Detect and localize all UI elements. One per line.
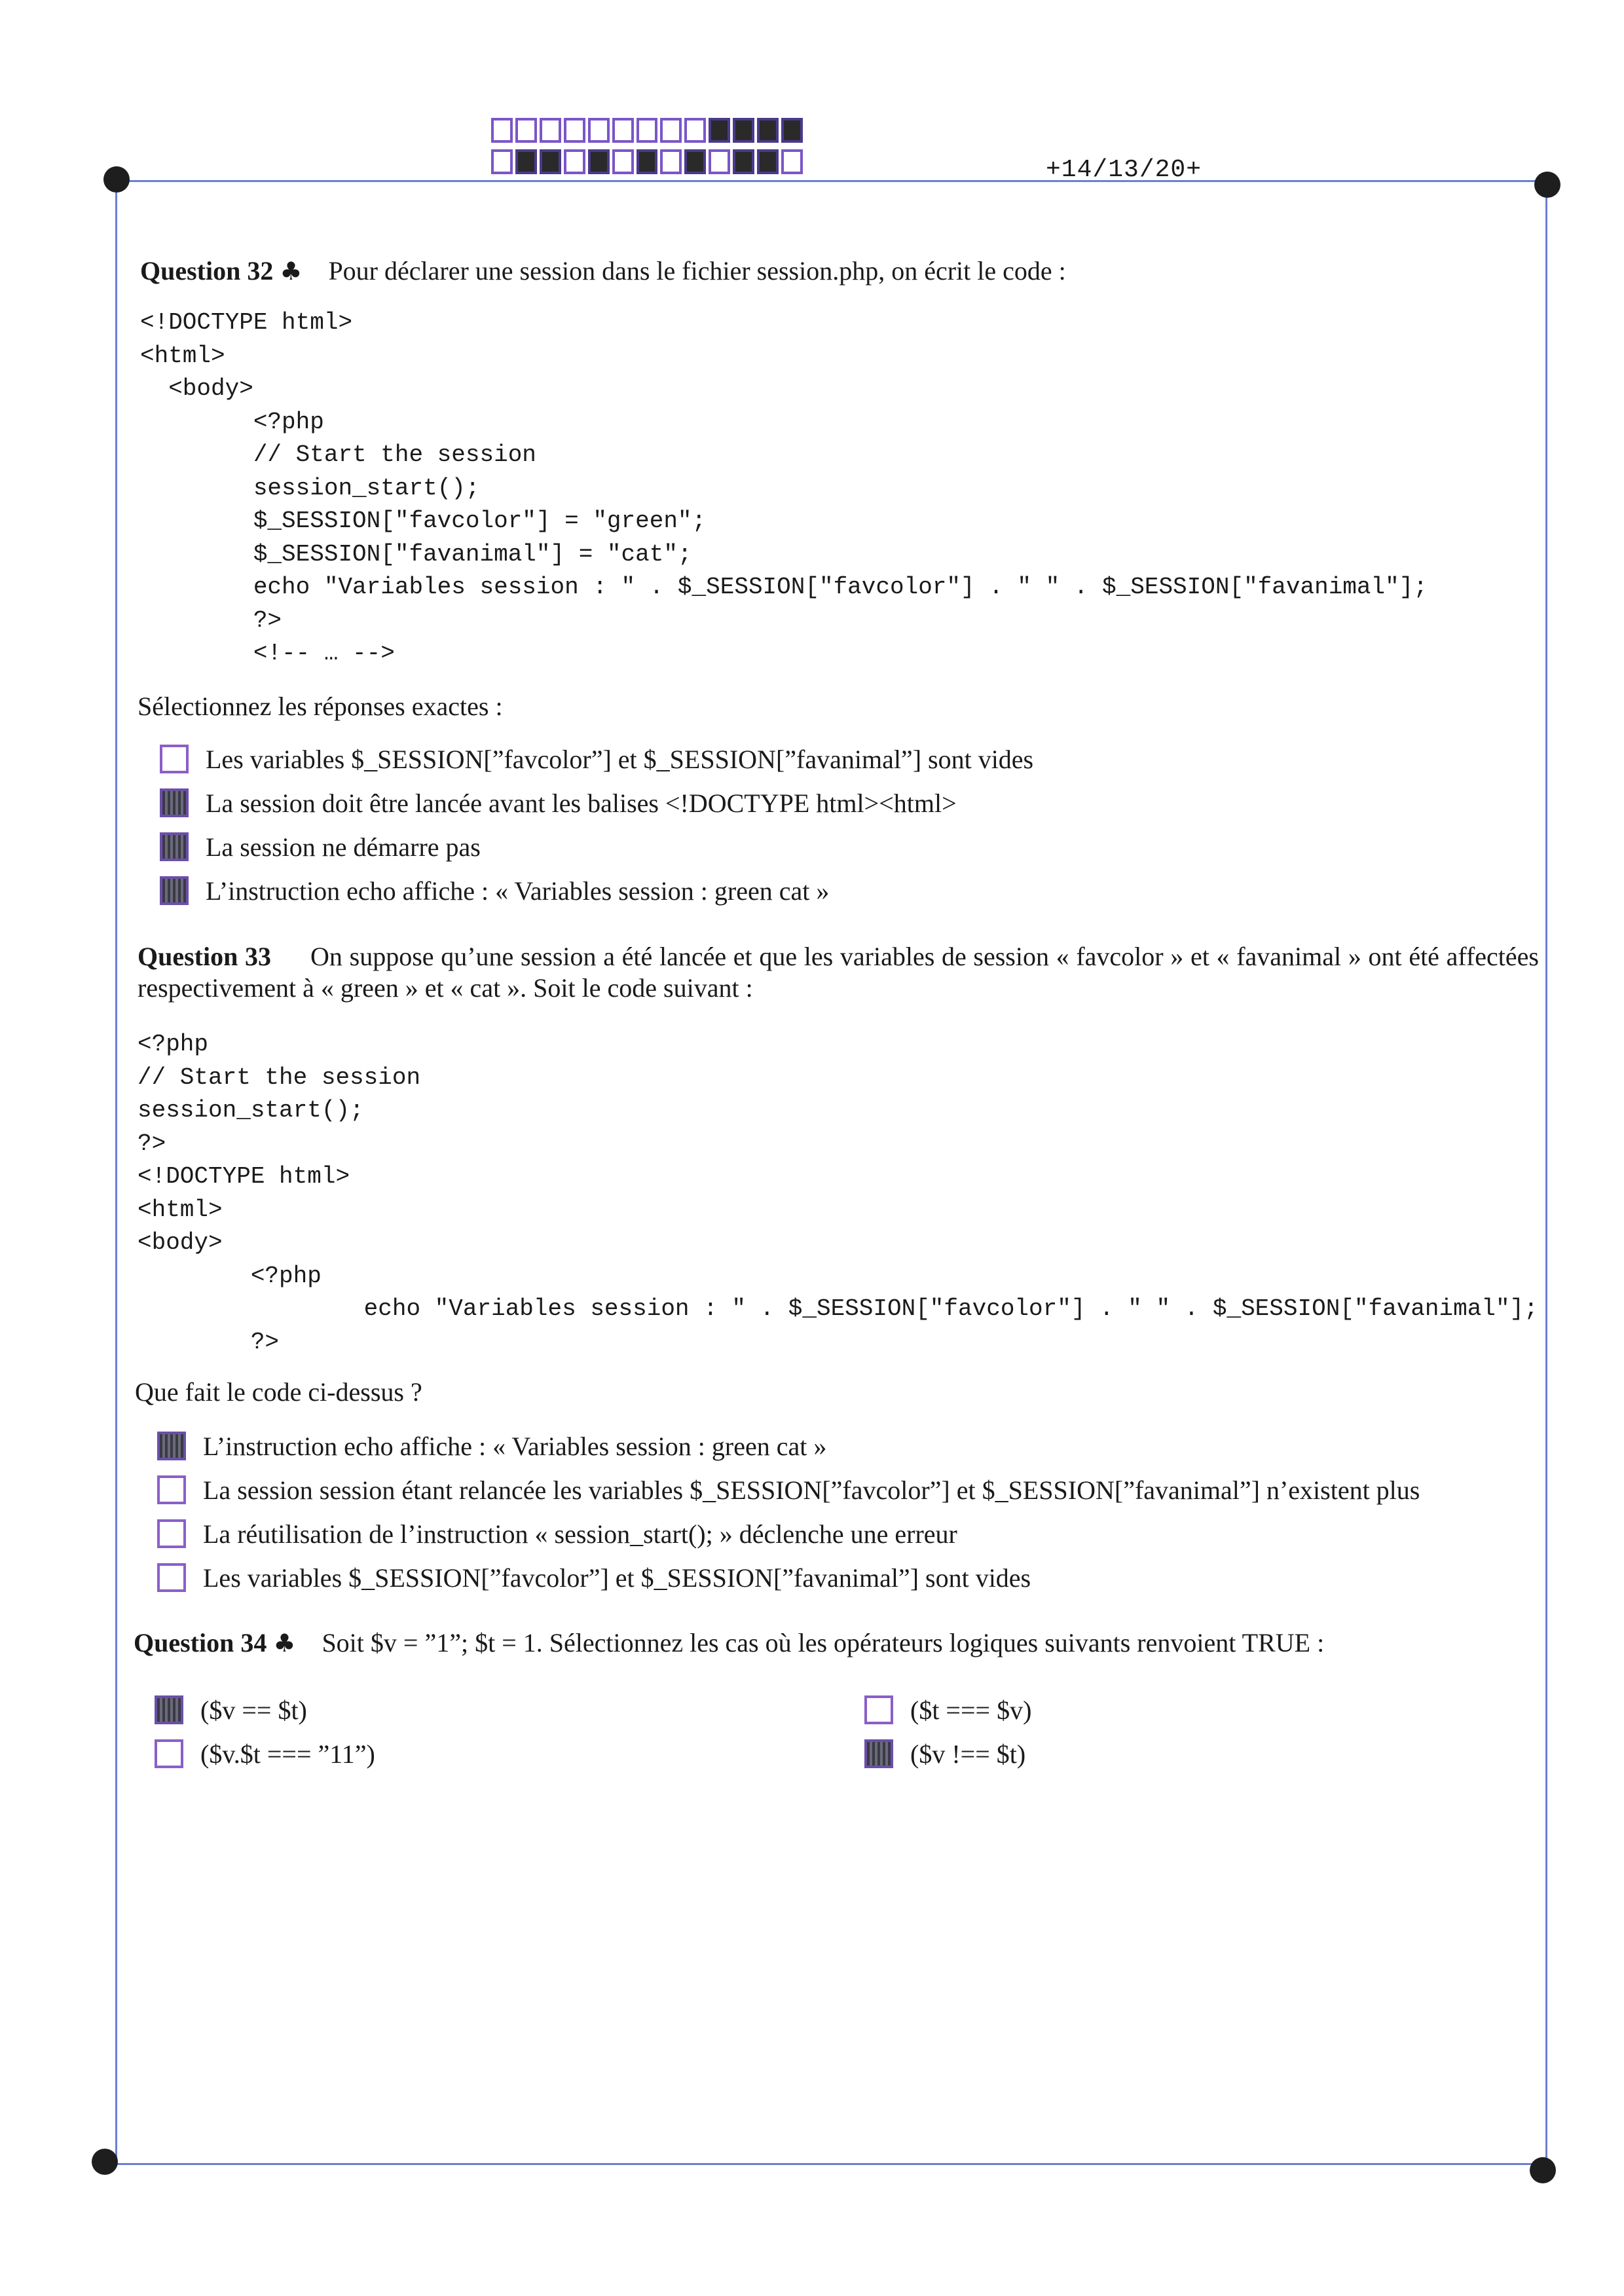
- option-label: La réutilisation de l’instruction « session_start(); » déclenche une erreur: [203, 1519, 957, 1549]
- barcode-cell: [564, 149, 585, 174]
- code-block-q33: <?php // Start the session session_start(); ?> <!DOCTYPE html> <html> <body> <?php echo "Variables session : " . $_SESSION["favcolor"] . " " . $_SESSION["favanimal"]; ?>: [138, 1031, 1538, 1356]
- code-block-q32: <!DOCTYPE html> <html> <body> <?php // Start the session session_start(); $_SESSION["favcolor"] = "green"; $_SESSION["favanimal"] = "cat"; echo "Variables session : " . $_SESSION["favcolor"] . " " . $_SESSION["favanimal"]; ?> <!-- … -->: [140, 309, 1428, 667]
- barcode-cell: [781, 118, 803, 143]
- question-number: Question 32: [140, 256, 274, 286]
- barcode-cell: [540, 118, 561, 143]
- option-row[interactable]: [157, 1430, 826, 1462]
- checkbox-checked[interactable]: [160, 788, 189, 817]
- frame-left-line: [115, 180, 117, 2164]
- barcode-cell: [757, 118, 779, 143]
- corner-marker-top-left: [103, 166, 130, 193]
- question-text: Soit $v = ”1”; $t = 1. Sélectionnez les cas où les opérateurs logiques suivants renvoient TRUE :: [322, 1628, 1325, 1657]
- barcode-cell: [709, 118, 730, 143]
- corner-marker-bottom-left: [92, 2149, 118, 2175]
- checkbox-checked[interactable]: [160, 876, 189, 905]
- question-33-instruction: Que fait le code ci-dessus ?: [135, 1377, 422, 1407]
- question-text: On suppose qu’une session a été lancée et que les variables de session « favcolor » et « favanimal » ont été affectées respectivement à « green » et « cat ». Soit le code suivant :: [138, 942, 1539, 1003]
- barcode-cell: [781, 149, 803, 174]
- barcode-cell: [612, 149, 634, 174]
- barcode-cell: [733, 149, 754, 174]
- barcode-cell: [684, 118, 706, 143]
- option-label: La session session étant relancée les variables $_SESSION[”favcolor”] et $_SESSION[”favanimal”] n’existent plus: [203, 1475, 1420, 1505]
- option-row[interactable]: [160, 787, 957, 819]
- checkbox-checked[interactable]: [160, 832, 189, 861]
- barcode-cell: [709, 149, 730, 174]
- checkbox-unchecked[interactable]: [160, 745, 189, 773]
- page-id: +14/13/20+: [1046, 156, 1202, 184]
- barcode-cell: [757, 149, 779, 174]
- barcode-cell: [515, 149, 537, 174]
- frame-right-line: [1545, 187, 1547, 2164]
- option-label: ($v.$t === ”11”): [200, 1739, 375, 1769]
- checkbox-unchecked[interactable]: [157, 1563, 186, 1592]
- barcode-cell: [515, 118, 537, 143]
- barcode-cell: [660, 149, 682, 174]
- barcode-cell: [588, 118, 610, 143]
- option-row[interactable]: [157, 1473, 1420, 1506]
- barcode-cell: [637, 118, 658, 143]
- option-row[interactable]: [160, 874, 829, 907]
- option-label: ($v !== $t): [910, 1739, 1026, 1769]
- barcode-cell: [684, 149, 706, 174]
- option-label: ($t === $v): [910, 1695, 1032, 1725]
- option-row[interactable]: [160, 830, 481, 863]
- barcode-cell: [660, 118, 682, 143]
- barcode-row-top: [491, 118, 803, 143]
- barcode-cell: [733, 118, 754, 143]
- club-icon: ♣: [273, 1629, 296, 1657]
- option-label: Les variables $_SESSION[”favcolor”] et $_SESSION[”favanimal”] sont vides: [206, 744, 1034, 774]
- barcode-cell: [491, 118, 513, 143]
- barcode-cell: [612, 118, 634, 143]
- option-label: ($v == $t): [200, 1695, 307, 1725]
- checkbox-checked[interactable]: [157, 1432, 186, 1460]
- option-label: L’instruction echo affiche : « Variables session : green cat »: [203, 1431, 827, 1461]
- option-row[interactable]: [157, 1561, 1031, 1594]
- question-33-header: [138, 941, 1539, 1004]
- frame-top-line: [115, 180, 1549, 182]
- question-number: Question 34: [134, 1628, 267, 1657]
- option-label: La session doit être lancée avant les balises <!DOCTYPE html><html>: [206, 788, 957, 818]
- corner-marker-bottom-right: [1530, 2157, 1556, 2183]
- option-label: Les variables $_SESSION[”favcolor”] et $_SESSION[”favanimal”] sont vides: [203, 1563, 1031, 1593]
- question-34-header: [134, 1627, 1324, 1659]
- barcode-cell: [491, 149, 513, 174]
- checkbox-unchecked[interactable]: [157, 1519, 186, 1548]
- option-row[interactable]: [157, 1517, 957, 1550]
- checkbox-unchecked[interactable]: [157, 1475, 186, 1504]
- club-icon: ♣: [280, 257, 303, 286]
- barcode-cell: [564, 118, 585, 143]
- checkbox-unchecked[interactable]: [155, 1739, 183, 1768]
- barcode-row-bottom: [491, 149, 803, 174]
- option-row[interactable]: [155, 1694, 307, 1726]
- checkbox-checked[interactable]: [155, 1695, 183, 1724]
- question-32-instruction: Sélectionnez les réponses exactes :: [138, 692, 503, 721]
- frame-bottom-line: [105, 2163, 1545, 2165]
- barcode-cell: [588, 149, 610, 174]
- corner-marker-top-right: [1534, 172, 1560, 198]
- question-text: Pour déclarer une session dans le fichier session.php, on écrit le code :: [328, 256, 1066, 286]
- checkbox-checked[interactable]: [864, 1739, 893, 1768]
- option-label: La session ne démarre pas: [206, 832, 481, 862]
- barcode-cell: [637, 149, 658, 174]
- question-32-header: [140, 255, 1066, 287]
- option-label: L’instruction echo affiche : « Variables session : green cat »: [206, 876, 830, 906]
- option-row[interactable]: [864, 1737, 1025, 1770]
- checkbox-unchecked[interactable]: [864, 1695, 893, 1724]
- option-row[interactable]: [155, 1737, 375, 1770]
- barcode-cell: [540, 149, 561, 174]
- option-row[interactable]: [160, 743, 1033, 775]
- question-number: Question 33: [138, 942, 272, 971]
- option-row[interactable]: [864, 1694, 1031, 1726]
